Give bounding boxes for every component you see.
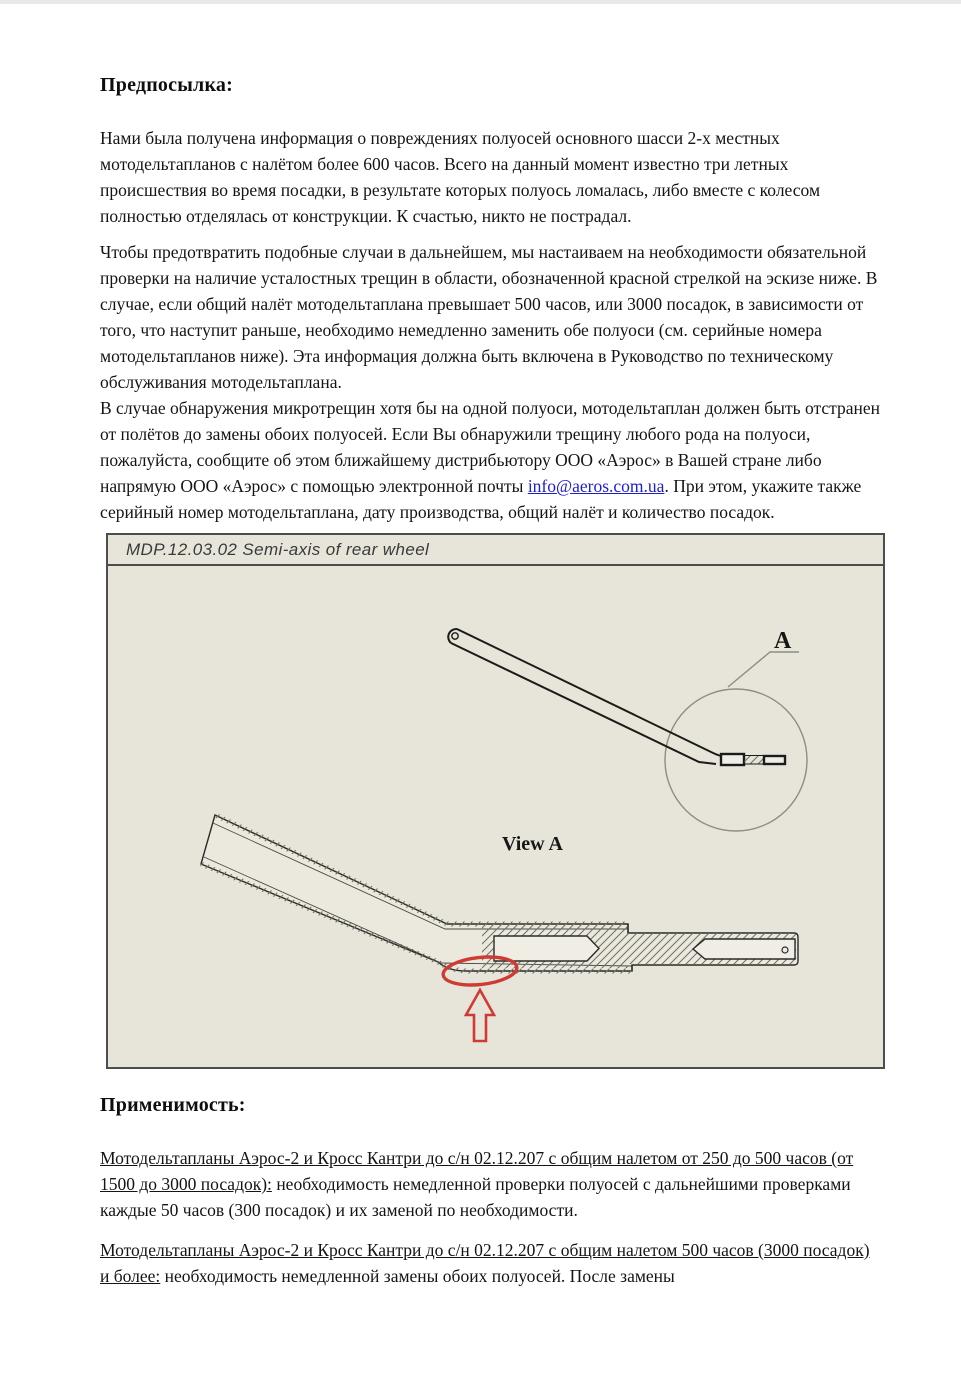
email-link[interactable]: info@aeros.com.ua [527,476,665,496]
paragraph-microcracks-text: В случае обнаружения микротрещин хотя бы на одной полуоси, мотодельтаплан должен быть отстранен от полётов до замены обоих полуосей. Если Вы обнаружили трещину любого рода на полуоси, пожалуйста, сообщите об этом ближайшему дистрибьютору ООО «Аэрос» в Вашей стране либо напрямую ООО «Аэрос» с помощью электронной почты [100,398,880,496]
detail-label: A [774,628,792,654]
paragraph-incidents: Нами была получена информация о повреждениях полуосей основного шасси 2-х местных мотодельтапланов с налётом более 600 часов. Всего на данный момент известно три летных происшествия во время посадки, в результате которых полуось ломалась, либо вместе с колесом полностью отделялась от конструкции. К счастью, никто не пострадал. [100,128,821,226]
technical-drawing [108,566,883,1067]
paragraph-inspection-block [100,239,882,525]
semi-axis-overview-drawing [448,628,807,831]
applicability-1-underlined: Мотодельтапланы Аэрос-2 и Кросс Кантри до с/н 02.12.207 с общим налетом от 250 до 500 часов (от 1500 до 3000 посадок): [100,1148,854,1194]
view-a-section-drawing [201,815,798,971]
figure-title-bar [108,535,883,566]
applicability-2-underlined: Мотодельтапланы Аэрос-2 и Кросс Кантри до с/н 02.12.207 с общим налетом 500 часов (3000 посадок) и более: [100,1240,870,1286]
view-a-label: View A [502,833,563,855]
paragraph-applicability-2 [100,1237,882,1289]
heading-background: Предпосылка: [100,74,233,96]
paragraph-microcracks-tail: . При этом, укажите также серийный номер мотодельтаплана, дату производства, общий налёт и количество посадок. [100,476,862,522]
heading-applicability: Применимость: [100,1094,246,1116]
paragraph-microcracks [100,395,882,525]
axle-end-hole [782,947,788,953]
figure-title: MDP.12.03.02 Semi-axis of rear wheel [126,539,430,559]
figure-box [106,533,885,1069]
detail-leader-line [728,652,799,687]
page-top-edge [0,0,961,4]
applicability-2-rest: необходимость немедленной замены обоих полуосей. После замены [160,1266,675,1286]
red-arrow-marker [466,990,494,1041]
paragraph-applicability-1 [100,1145,882,1223]
applicability-1-rest: необходимость немедленной проверки полуосей с дальнейшими проверками каждые 50 часов (300 посадок) и их заменой по необходимости. [100,1174,851,1220]
paragraph-inspection: Чтобы предотвратить подобные случаи в дальнейшем, мы настаиваем на необходимости обязательной проверки на наличие усталостных трещин в области, обозначенной красной стрелкой на эскизе ниже. В случае, если общий налёт мотодельтаплана превышает 500 часов, или 3000 посадок, в зависимости от того, что наступит раньше, необходимо немедленно заменить обе полуоси (см. серийные номера мотодельтапланов ниже). Эта информация должна быть включена в Руководство по техническому обслуживания мотодельтаплана. [100,242,878,392]
